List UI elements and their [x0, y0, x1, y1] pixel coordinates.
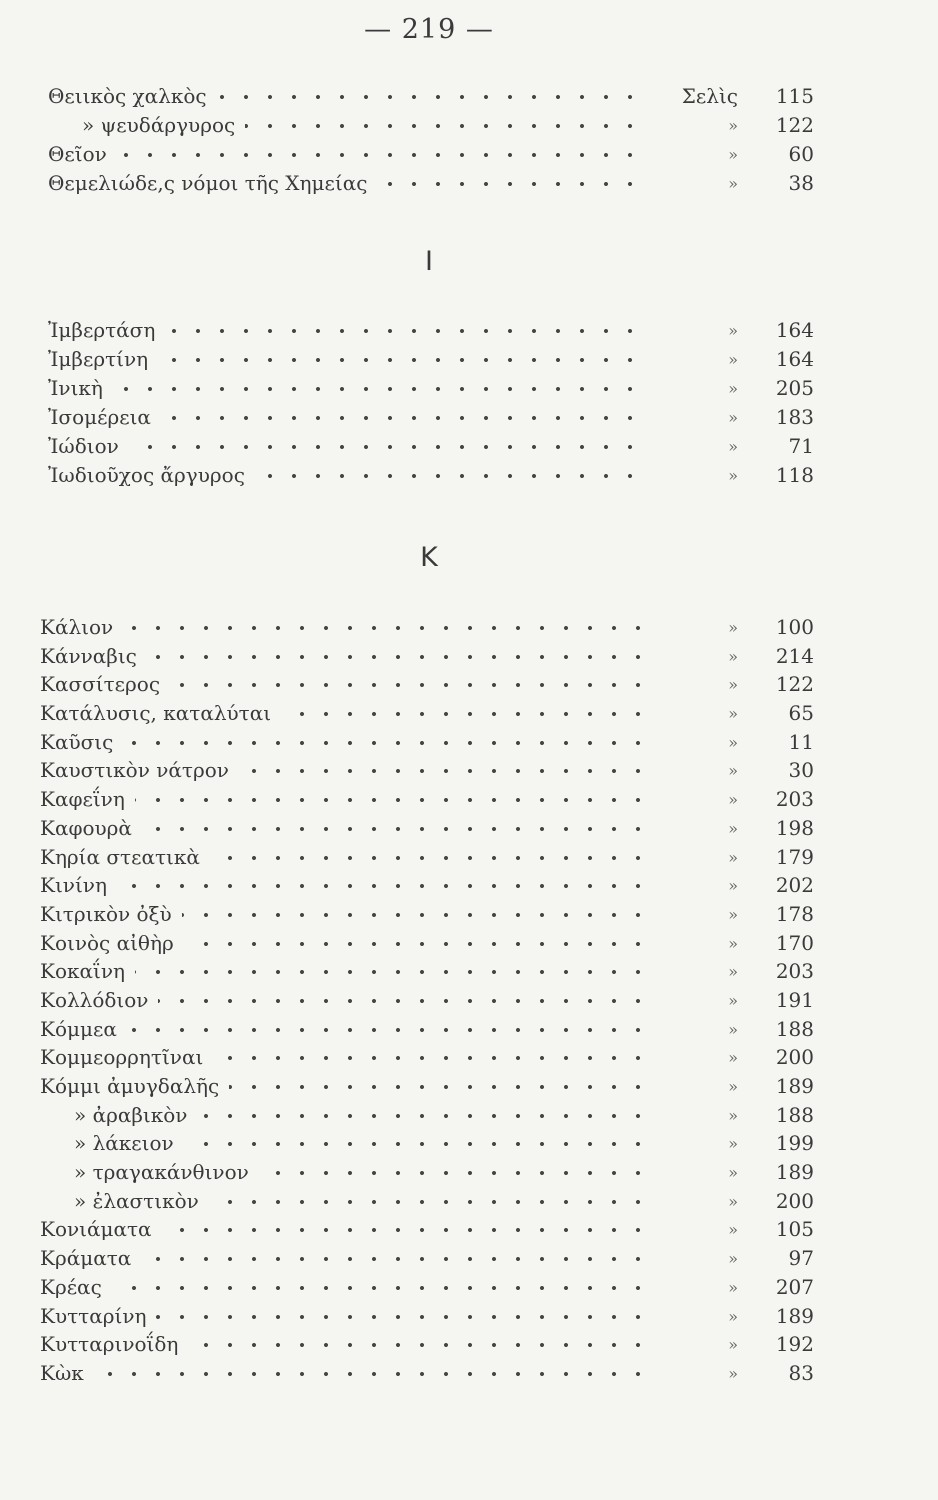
index-section-iota	[48, 316, 860, 490]
ditto-mark: »	[728, 675, 738, 695]
index-entry	[40, 957, 860, 986]
index-term: Κοκαΐνη	[40, 957, 129, 986]
index-entry	[40, 670, 860, 699]
leader-dots	[188, 1338, 650, 1352]
page-reference: 71	[788, 434, 814, 458]
index-term: Κομμεορρητῖναι	[40, 1043, 207, 1072]
index-term: » ψευδάργυρος	[82, 111, 239, 140]
page-reference: 188	[775, 1102, 814, 1127]
leader-dots	[135, 965, 650, 979]
index-term: Καφουρὰ	[40, 814, 136, 843]
page-reference: 199	[775, 1131, 814, 1156]
index-term: Καφεΐνη	[40, 785, 129, 814]
page-reference: 122	[775, 672, 814, 697]
index-entry	[40, 1215, 860, 1244]
page-reference: 198	[775, 815, 814, 840]
index-entry	[48, 432, 860, 461]
leader-dots	[165, 324, 642, 338]
index-entry	[40, 1072, 860, 1101]
index-entry	[40, 1273, 860, 1302]
leader-dots	[210, 851, 650, 865]
index-term: » ἀραβικὸν	[74, 1101, 191, 1130]
index-term: Κατάλυσις, καταλύται	[40, 699, 275, 728]
leader-dots	[213, 1051, 650, 1065]
index-entry	[48, 316, 860, 345]
index-entry	[40, 728, 860, 757]
index-term: » τραγακάνθινον	[74, 1158, 253, 1187]
index-entry	[40, 642, 860, 671]
page-reference: 207	[775, 1274, 814, 1299]
index-term: Κόμμι ἀμυγδαλῆς	[40, 1072, 223, 1101]
page-reference: 65	[788, 701, 814, 726]
index-term: Ἰωδιοῦχος ἄργυρος	[48, 461, 249, 490]
ditto-mark: »	[728, 990, 738, 1010]
page-reference: 189	[775, 1074, 814, 1098]
ditto-mark: »	[728, 876, 738, 896]
ditto-mark: »	[728, 408, 738, 427]
page-reference: 188	[775, 1016, 814, 1041]
ditto-mark: »	[728, 1220, 738, 1240]
index-term: Κυτταρινοΐδη	[40, 1330, 182, 1359]
index-term: Κιτρικὸν ὀξὺ	[40, 900, 176, 929]
page-reference: 38	[788, 171, 814, 195]
ditto-mark: »	[728, 1048, 738, 1068]
index-entry	[40, 1101, 860, 1130]
page-reference: 214	[775, 643, 814, 668]
index-entry	[40, 1015, 860, 1044]
leader-dots	[135, 793, 650, 807]
leader-dots	[94, 1367, 650, 1381]
ditto-mark: »	[728, 704, 738, 724]
index-entry	[40, 756, 860, 785]
page-reference: 115	[775, 84, 814, 108]
ditto-mark: »	[728, 847, 738, 867]
page-reference: 202	[775, 873, 814, 898]
leader-dots	[161, 411, 642, 425]
index-entry	[40, 843, 860, 872]
index-entry	[40, 1330, 860, 1359]
index-entry	[48, 461, 860, 490]
page-reference: 191	[775, 987, 814, 1012]
index-term: Ἰμβερτίνη	[48, 345, 152, 374]
ditto-mark: »	[728, 732, 738, 752]
index-entry	[48, 403, 860, 432]
page-reference: 189	[775, 1160, 814, 1185]
page-reference: 183	[775, 405, 814, 429]
page-reference: 60	[788, 142, 814, 166]
index-entry	[40, 900, 860, 929]
index-term: Κάλιον	[40, 613, 117, 642]
index-entry	[40, 1187, 860, 1216]
page-reference: 11	[788, 729, 814, 754]
index-term: Θειικὸς χαλκὸς	[48, 82, 211, 111]
ditto-mark: »	[728, 904, 738, 924]
page-reference: 164	[775, 347, 814, 371]
index-entry	[48, 374, 860, 403]
leader-dots	[255, 469, 642, 483]
page-number: — 219 —	[364, 14, 494, 45]
ditto-mark: »	[728, 1249, 738, 1269]
page-label: Σελὶς	[681, 84, 738, 108]
index-term: Θεμελιώδε,ς νόμοι τῆς Χημείας	[48, 169, 371, 198]
leader-dots	[182, 908, 650, 922]
index-term: Ἰμβερτάση	[48, 316, 159, 345]
leader-dots	[217, 90, 642, 104]
index-entry	[40, 613, 860, 642]
leader-dots	[209, 1195, 650, 1209]
ditto-mark: »	[728, 1335, 738, 1355]
ditto-mark: »	[728, 1306, 738, 1326]
page-reference: 192	[775, 1332, 814, 1357]
leader-dots	[259, 1166, 650, 1180]
page-reference: 178	[775, 901, 814, 926]
index-term: Ἰνικὴ	[48, 374, 107, 403]
ditto-mark: »	[728, 466, 738, 485]
ditto-mark: »	[728, 174, 738, 193]
index-entry	[40, 986, 860, 1015]
page-reference: 83	[788, 1360, 814, 1385]
index-term: Καῦσις	[40, 728, 117, 757]
leader-dots	[239, 764, 650, 778]
ditto-mark: »	[728, 321, 738, 340]
index-entry	[40, 1158, 860, 1187]
ditto-mark: »	[728, 618, 738, 637]
page-reference: 97	[788, 1246, 814, 1271]
leader-dots	[158, 353, 642, 367]
index-term: Ἰσομέρεια	[48, 403, 155, 432]
ditto-mark: »	[728, 1191, 738, 1211]
ditto-mark: »	[728, 1363, 738, 1383]
page-reference: 100	[775, 615, 814, 639]
leader-dots	[123, 621, 650, 635]
index-term: Θεῖον	[48, 140, 111, 169]
index-entry	[40, 929, 860, 958]
ditto-mark: »	[728, 818, 738, 838]
index-entry	[40, 1302, 860, 1331]
leader-dots	[147, 650, 650, 664]
index-entry	[40, 1359, 860, 1388]
index-term: Ἰώδιον	[48, 432, 123, 461]
section-heading-kappa: Κ	[420, 542, 438, 573]
ditto-mark: »	[728, 646, 738, 666]
leader-dots	[156, 1310, 650, 1324]
page-reference: 164	[775, 318, 814, 342]
ditto-mark: »	[728, 145, 738, 164]
section-heading-iota: Ι	[425, 246, 433, 277]
index-section-kappa	[40, 613, 860, 1388]
index-term: Καυστικὸν νάτρον	[40, 756, 233, 785]
index-entry	[40, 1244, 860, 1273]
leader-dots	[141, 1252, 650, 1266]
ditto-mark: »	[728, 437, 738, 456]
index-entry	[40, 699, 860, 728]
index-entry	[40, 871, 860, 900]
leader-dots	[112, 1281, 650, 1295]
leader-dots	[123, 736, 650, 750]
index-term: Κυτταρίνη	[40, 1302, 150, 1331]
leader-dots	[197, 1109, 650, 1123]
leader-dots	[117, 879, 650, 893]
leader-dots	[142, 822, 650, 836]
leader-dots	[127, 1023, 650, 1037]
page-reference: 122	[775, 113, 814, 137]
index-term: Κηρία στεατικὰ	[40, 843, 204, 872]
leader-dots	[129, 440, 642, 454]
page-reference: 189	[775, 1303, 814, 1328]
leader-dots	[117, 148, 642, 162]
page-reference: 179	[775, 844, 814, 869]
index-section-theta	[48, 82, 860, 198]
index-term: Κοινὸς αἰθὴρ	[40, 929, 178, 958]
index-term: Κινίνη	[40, 871, 111, 900]
ditto-mark: »	[728, 1277, 738, 1297]
ditto-mark: »	[728, 1163, 738, 1183]
leader-dots	[184, 1137, 650, 1151]
index-entry	[48, 345, 860, 374]
page-reference: 170	[775, 930, 814, 955]
page-reference: 203	[775, 787, 814, 812]
index-term: » ἐλαστικὸν	[74, 1187, 203, 1216]
ditto-mark: »	[728, 1105, 738, 1125]
leader-dots	[377, 177, 642, 191]
ditto-mark: »	[728, 962, 738, 982]
ditto-mark: »	[728, 933, 738, 953]
ditto-mark: »	[728, 350, 738, 369]
ditto-mark: »	[728, 761, 738, 781]
index-entry	[48, 169, 860, 198]
page-reference: 30	[788, 758, 814, 783]
leader-dots	[281, 707, 650, 721]
leader-dots	[113, 382, 642, 396]
index-entry	[40, 1129, 860, 1158]
index-term: Κάνναβις	[40, 642, 141, 671]
index-term: Κονιάματα	[40, 1215, 156, 1244]
index-term: Κόμμεα	[40, 1015, 121, 1044]
page-reference: 200	[775, 1045, 814, 1070]
index-term: Κασσίτερος	[40, 670, 164, 699]
page-reference: 203	[775, 959, 814, 984]
page-reference: 118	[775, 463, 814, 487]
ditto-mark: »	[728, 790, 738, 810]
index-entry	[40, 1043, 860, 1072]
leader-dots	[158, 994, 650, 1008]
index-entry	[40, 785, 860, 814]
index-entry	[48, 111, 860, 140]
ditto-mark: »	[728, 1077, 738, 1096]
leader-dots	[184, 937, 650, 951]
leader-dots	[162, 1223, 650, 1237]
index-term: » λάκειον	[74, 1129, 178, 1158]
index-term: Κολλόδιον	[40, 986, 152, 1015]
ditto-mark: »	[728, 1134, 738, 1154]
ditto-mark: »	[728, 116, 738, 135]
leader-dots	[245, 119, 642, 133]
page-reference: 205	[775, 376, 814, 400]
page-reference: 105	[775, 1217, 814, 1242]
page-reference: 200	[775, 1188, 814, 1213]
index-term: Κὼκ	[40, 1359, 88, 1388]
index-term: Κράματα	[40, 1244, 135, 1273]
ditto-mark: »	[728, 1019, 738, 1039]
leader-dots	[170, 678, 650, 692]
index-term: Κρέας	[40, 1273, 106, 1302]
index-entry	[40, 814, 860, 843]
index-entry	[48, 140, 860, 169]
leader-dots	[229, 1080, 650, 1094]
ditto-mark: »	[728, 379, 738, 398]
index-entry	[48, 82, 860, 111]
